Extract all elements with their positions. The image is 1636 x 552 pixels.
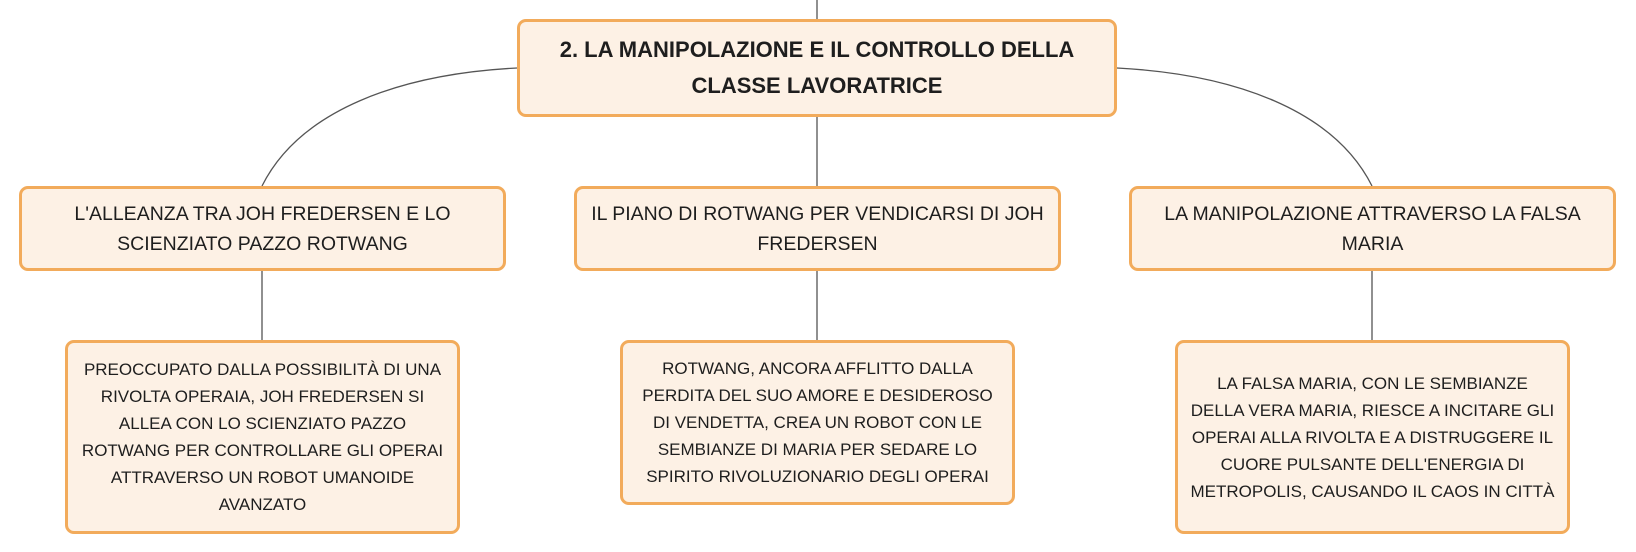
detail-text: LA FALSA MARIA, CON LE SEMBIANZE DELLA VERA MARIA, RIESCE A INCITARE GLI OPERAI ALLA RIVOLTA E A DISTRUGGERE IL CUORE PULSANTE DELL'ENERGIA DI METROPOLIS, CAUSANDO IL CAOS IN CITTÀ (1190, 373, 1555, 501)
subtopic-node-alliance[interactable] (19, 186, 506, 271)
detail-node-rotwang-plan[interactable] (620, 340, 1015, 505)
subtopic-node-false-maria[interactable] (1129, 186, 1616, 271)
connector-root-to-branch-3 (1117, 68, 1372, 186)
connector-root-to-branch-1 (262, 68, 517, 186)
detail-text: PREOCCUPATO DALLA POSSIBILITÀ DI UNA RIVOLTA OPERAIA, JOH FREDERSEN SI ALLEA CON LO SCIENZIATO PAZZO ROTWANG PER CONTROLLARE GLI OPERAI ATTRAVERSO UN ROBOT UMANOIDE AVANZATO (81, 360, 444, 514)
subtopic-node-rotwang-plan[interactable] (574, 186, 1061, 271)
detail-node-alliance[interactable] (65, 340, 460, 534)
subtopic-label: IL PIANO DI ROTWANG PER VENDICARSI DI JOH FREDERSEN (591, 202, 1044, 255)
root-topic-node[interactable] (517, 19, 1117, 117)
subtopic-label: LA MANIPOLAZIONE ATTRAVERSO LA FALSA MARIA (1164, 202, 1581, 255)
subtopic-label: L'ALLEANZA TRA JOH FREDERSEN E LO SCIENZIATO PAZZO ROTWANG (74, 202, 451, 255)
root-topic-label: 2. LA MANIPOLAZIONE E IL CONTROLLO DELLA CLASSE LAVORATRICE (559, 37, 1075, 98)
detail-text: ROTWANG, ANCORA AFFLITTO DALLA PERDITA DEL SUO AMORE E DESIDEROSO DI VENDETTA, CREA UN ROBOT CON LE SEMBIANZE DI MARIA PER SEDARE LO SPIRITO RIVOLUZIONARIO DEGLI OPERAI (642, 359, 993, 486)
detail-node-false-maria[interactable] (1175, 340, 1570, 534)
